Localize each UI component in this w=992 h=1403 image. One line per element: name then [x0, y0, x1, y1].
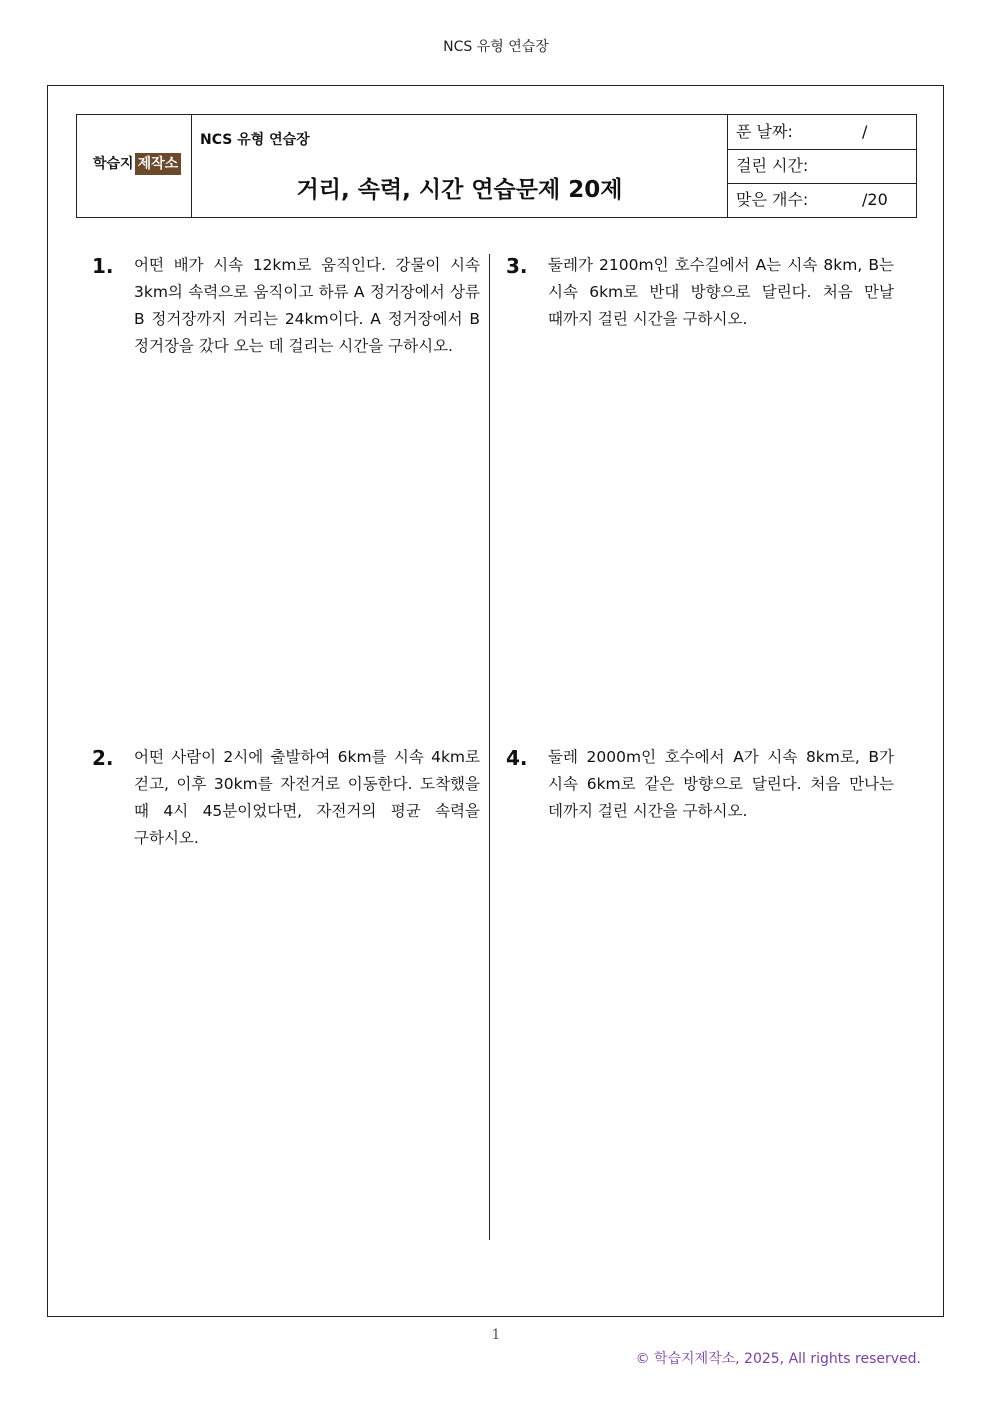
logo-text-part2: 제작소	[135, 153, 182, 175]
running-header: NCS 유형 연습장	[443, 39, 549, 55]
copyright-notice: © 학습지제작소, 2025, All rights reserved.	[635, 1351, 921, 1367]
date-value: /	[862, 122, 868, 141]
problem-number: 4.	[506, 746, 528, 770]
page-title: 거리, 속력, 시간 연습문제 20제	[296, 177, 623, 203]
title-box	[76, 114, 917, 218]
page-number: 1	[491, 1327, 501, 1343]
title-cell	[192, 115, 727, 217]
worksheet-frame	[47, 85, 944, 1317]
problem-text: 어떤 사람이 2시에 출발하여 6km를 시속 4km로 걷고, 이후 30km를 자전거로 이동한다. 도착했을 때 4시 45분이었다면, 자전거의 평균 속력을 구하시오.	[134, 748, 480, 847]
problem-text: 어떤 배가 시속 12km로 움직인다. 강물이 시속 3km의 속력으로 움직이고 하류 A 정거장에서 상류 B 정거장까지 거리는 24km이다. A 정거장에서 B 정거장을 갔다 오는 데 걸리는 시간을 구하시오.	[134, 256, 480, 355]
column-divider	[489, 254, 490, 1240]
score-label: 맞은 개수:	[736, 190, 809, 209]
score-row	[728, 183, 916, 217]
logo-text-part1: 학습지	[91, 153, 135, 175]
time-row	[728, 149, 916, 184]
score-value: /20	[862, 190, 888, 209]
problem-text: 둘레가 2100m인 호수길에서 A는 시속 8km, B는 시속 6km로 반대 방향으로 달린다. 처음 만날 때까지 걸린 시간을 구하시오.	[548, 256, 894, 328]
problem-text: 둘레 2000m인 호수에서 A가 시속 8km로, B가 시속 6km로 같은 방향으로 달린다. 처음 만나는 데까지 걸린 시간을 구하시오.	[548, 748, 894, 820]
date-label: 푼 날짜:	[736, 122, 793, 141]
problem-number: 1.	[92, 254, 114, 278]
date-row	[728, 115, 916, 150]
problem-number: 2.	[92, 746, 114, 770]
logo-cell	[77, 115, 192, 217]
info-cell	[727, 115, 916, 217]
time-label: 걸린 시간:	[736, 156, 809, 175]
problem-number: 3.	[506, 254, 528, 278]
subtitle: NCS 유형 연습장	[200, 132, 310, 148]
logo	[91, 153, 181, 175]
